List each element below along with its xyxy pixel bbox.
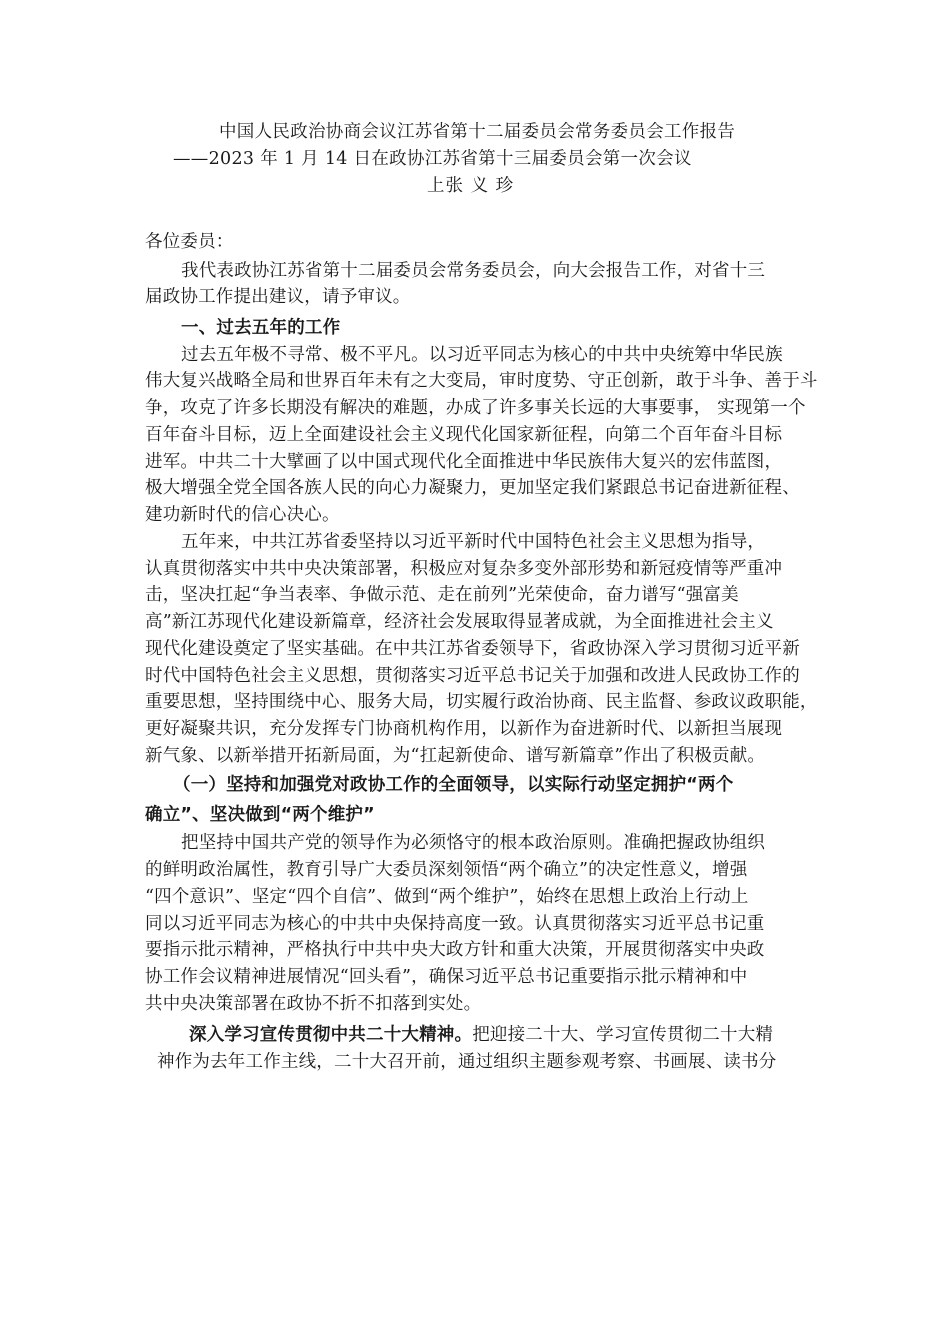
document-author: 上张 义 珍 bbox=[427, 176, 515, 196]
subsection-heading: （一）坚持和加强党对政协工作的全面领导，以实际行动坚定拥护“两个 bbox=[173, 775, 734, 795]
subsection-heading: 确立”、坚决做到“两个维护” bbox=[145, 805, 375, 825]
salutation: 各位委员： bbox=[145, 232, 234, 252]
paragraph-line: 争，攻克了许多长期没有解决的难题，办成了许多事关长远的大事要事， 实现第一个 bbox=[145, 398, 806, 418]
paragraph-line: 把坚持中国共产党的领导作为必须恪守的根本政治原则。准确把握政协组织 bbox=[181, 833, 766, 853]
paragraph-text: 把迎接二十大、学习宣传贯彻二十大精 bbox=[472, 1025, 774, 1045]
paragraph-line: 要指示批示精神，严格执行中共中央大政方针和重大决策，开展贯彻落实中央政 bbox=[145, 940, 765, 960]
paragraph-line: 进军。中共二十大擘画了以中国式现代化全面推进中华民族伟大复兴的宏伟蓝图， bbox=[145, 452, 783, 472]
paragraph-line: 百年奋斗目标，迈上全面建设社会主义现代化国家新征程，向第二个百年奋斗目标 bbox=[145, 425, 783, 445]
section-heading: 一、过去五年的工作 bbox=[181, 318, 341, 338]
paragraph-line: 重要思想，坚持围绕中心、服务大局，切实履行政治协商、民主监督、参政议政职能， bbox=[145, 692, 818, 712]
paragraph-line: 的鲜明政治属性，教育引导广大委员深刻领悟“两个确立”的决定性意义，增强 bbox=[145, 860, 748, 880]
paragraph-line: 同以习近平同志为核心的中共中央保持高度一致。认真贯彻落实习近平总书记重 bbox=[145, 914, 765, 934]
bold-lead: 深入学习宣传贯彻中共二十大精神。 bbox=[189, 1025, 473, 1045]
paragraph-line: 高”新江苏现代化建设新篇章，经济社会发展取得显著成就，为全面推进社会主义 bbox=[145, 612, 774, 632]
paragraph-line: 过去五年极不寻常、极不平凡。以习近平同志为核心的中共中央统筹中华民族 bbox=[181, 345, 783, 365]
intro-line: 我代表政协江苏省第十二届委员会常务委员会，向大会报告工作，对省十三 bbox=[181, 261, 766, 281]
document-subtitle: ——2023 年 1 月 14 日在政协江苏省第十三届委员会第一次会议 bbox=[173, 149, 692, 169]
paragraph-line: 伟大复兴战略全局和世界百年未有之大变局，审时度势、守正创新，敢于斗争、善于斗 bbox=[145, 371, 818, 391]
paragraph-line: 击，坚决扛起“争当表率、争做示范、走在前列”光荣使命，奋力谱写“强富美 bbox=[145, 585, 739, 605]
paragraph-line: 时代中国特色社会主义思想，贯彻落实习近平总书记关于加强和改进人民政协工作的 bbox=[145, 666, 800, 686]
intro-line: 届政协工作提出建议，请予审议。 bbox=[145, 287, 411, 307]
paragraph-line: 新气象、以新举措开拓新局面，为“扛起新使命、谱写新篇章”作出了积极贡献。 bbox=[145, 746, 766, 766]
paragraph-line bbox=[189, 1023, 773, 1047]
paragraph-line: 建功新时代的信心决心。 bbox=[145, 505, 340, 525]
paragraph-line: 极大增强全党全国各族人民的向心力凝聚力，更加坚定我们紧跟总书记奋进新征程、 bbox=[145, 478, 800, 498]
paragraph-line: 更好凝聚共识，充分发挥专门协商机构作用，以新作为奋进新时代、以新担当展现 bbox=[145, 719, 783, 739]
paragraph-line: 现代化建设奠定了坚实基础。在中共江苏省委领导下，省政协深入学习贯彻习近平新 bbox=[145, 639, 800, 659]
paragraph-line: 共中央决策部署在政协不折不扣落到实处。 bbox=[145, 994, 482, 1014]
paragraph-line: 协工作会议精神进展情况“回头看”，确保习近平总书记重要指示批示精神和中 bbox=[145, 967, 748, 987]
paragraph-line: 五年来，中共江苏省委坚持以习近平新时代中国特色社会主义思想为指导， bbox=[181, 532, 766, 552]
document-title: 中国人民政治协商会议江苏省第十二届委员会常务委员会工作报告 bbox=[219, 122, 736, 142]
paragraph-line: “四个意识”、坚定“四个自信”、做到“两个维护”，始终在思想上政治上行动上 bbox=[145, 887, 749, 907]
paragraph-line: 神作为去年工作主线，二十大召开前，通过组织主题参观考察、书画展、读书分 bbox=[157, 1052, 777, 1072]
paragraph-line: 认真贯彻落实中共中央决策部署，积极应对复杂多变外部形势和新冠疫情等严重冲 bbox=[145, 559, 783, 579]
